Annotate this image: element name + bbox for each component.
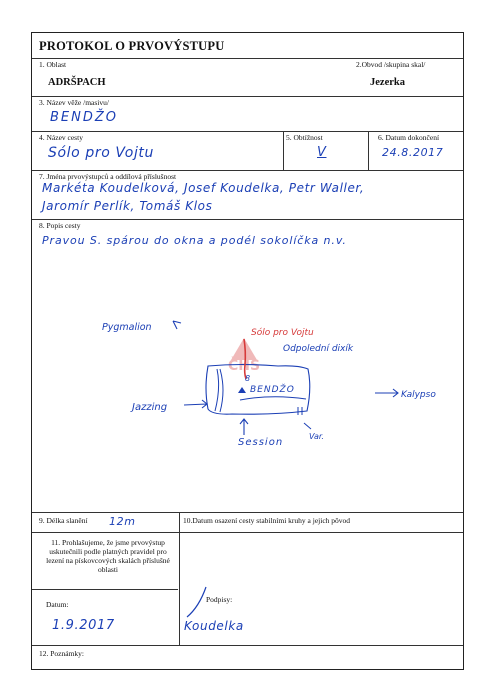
watermark-text: ČHS [228,358,261,374]
tower-crack [220,369,223,412]
kalypso-arrow-icon [375,389,398,397]
label-var: Var. [309,432,324,441]
label-route-number: 8 [245,374,251,383]
climbers-label: 7. Jména prvovýstupců a oddílová příslušnost [39,172,177,181]
difficulty-label: 5. Obtížnost [286,133,323,142]
route-value: Sólo pro Vojtu [48,145,154,161]
route-sketch [32,33,465,512]
climbers-line-1: Markéta Koudelková, Josef Koudelka, Petr Waller, [42,181,365,195]
rappel-value: 12m [109,515,136,528]
tower-value: BENDŽO [50,110,119,125]
notes-label: 12. Poznámky: [39,649,84,658]
climbers-line-2: Jaromír Perlík, Tomáš Klos [42,199,213,213]
bolting-label: 10.Datum osazení cesty stabilními kruhy a jejich pôvod [183,516,351,525]
date-done-label: 6. Datum dokončení [378,133,440,142]
date-done-value: 24.8.2017 [382,146,444,159]
district-value: Jezerka [370,77,405,88]
label-jazzing: Jazzing [132,402,168,413]
label-tower: BENDŽO [250,385,295,395]
declaration-text: 11. Prohlašujeme, že jsme prvovýstup uskutečnili podle platných pravidel pro lezení na pískovcových skalách příslušné oblasti [46,538,170,574]
label-odpoledni-dixik: Odpolední dixík [283,344,354,354]
signature-label: Podpisy: [206,595,233,604]
divider [32,589,178,590]
divider [32,512,463,513]
label-kalypso: Kalypso [401,390,436,400]
var-tick [304,423,311,429]
session-arrow-icon [240,419,248,435]
summit-arrow [238,387,246,393]
label-pygmalion: Pygmalion [102,322,152,333]
tower-ledge [240,397,306,400]
tower-crack [215,369,219,411]
area-value: ADRŠPACH [48,77,106,88]
rappel-label: 9. Délka slanění [39,516,88,525]
tower-label: 3. Název věže /masivu/ [39,98,109,107]
label-route-name: Sólo pro Vojtu [251,328,314,338]
label-session: Session [238,437,284,448]
tower-detail [298,407,302,415]
area-label: 1. Oblast [39,60,67,69]
first-ascent-form [31,32,464,670]
description-value: Pravou S. spárou do okna a podél sokolíčka n.v. [42,234,347,247]
form-title: PROTOKOL O PRVOVÝSTUPU [39,39,225,53]
strike-through-mark [179,532,465,645]
date-label: Datum: [46,600,69,609]
signature-image: Koudelka [184,619,244,633]
description-label: 8. Popis cesty [39,221,81,230]
district-label: 2.Obvod /skupina skal/ [356,60,426,69]
route-label: 4. Název cesty [39,133,83,142]
divider [32,645,463,646]
date-value: 1.9.2017 [52,618,115,633]
jazzing-arrow-icon [184,400,207,408]
difficulty-value: V [317,145,327,160]
pygmalion-arrow-icon [173,321,181,329]
